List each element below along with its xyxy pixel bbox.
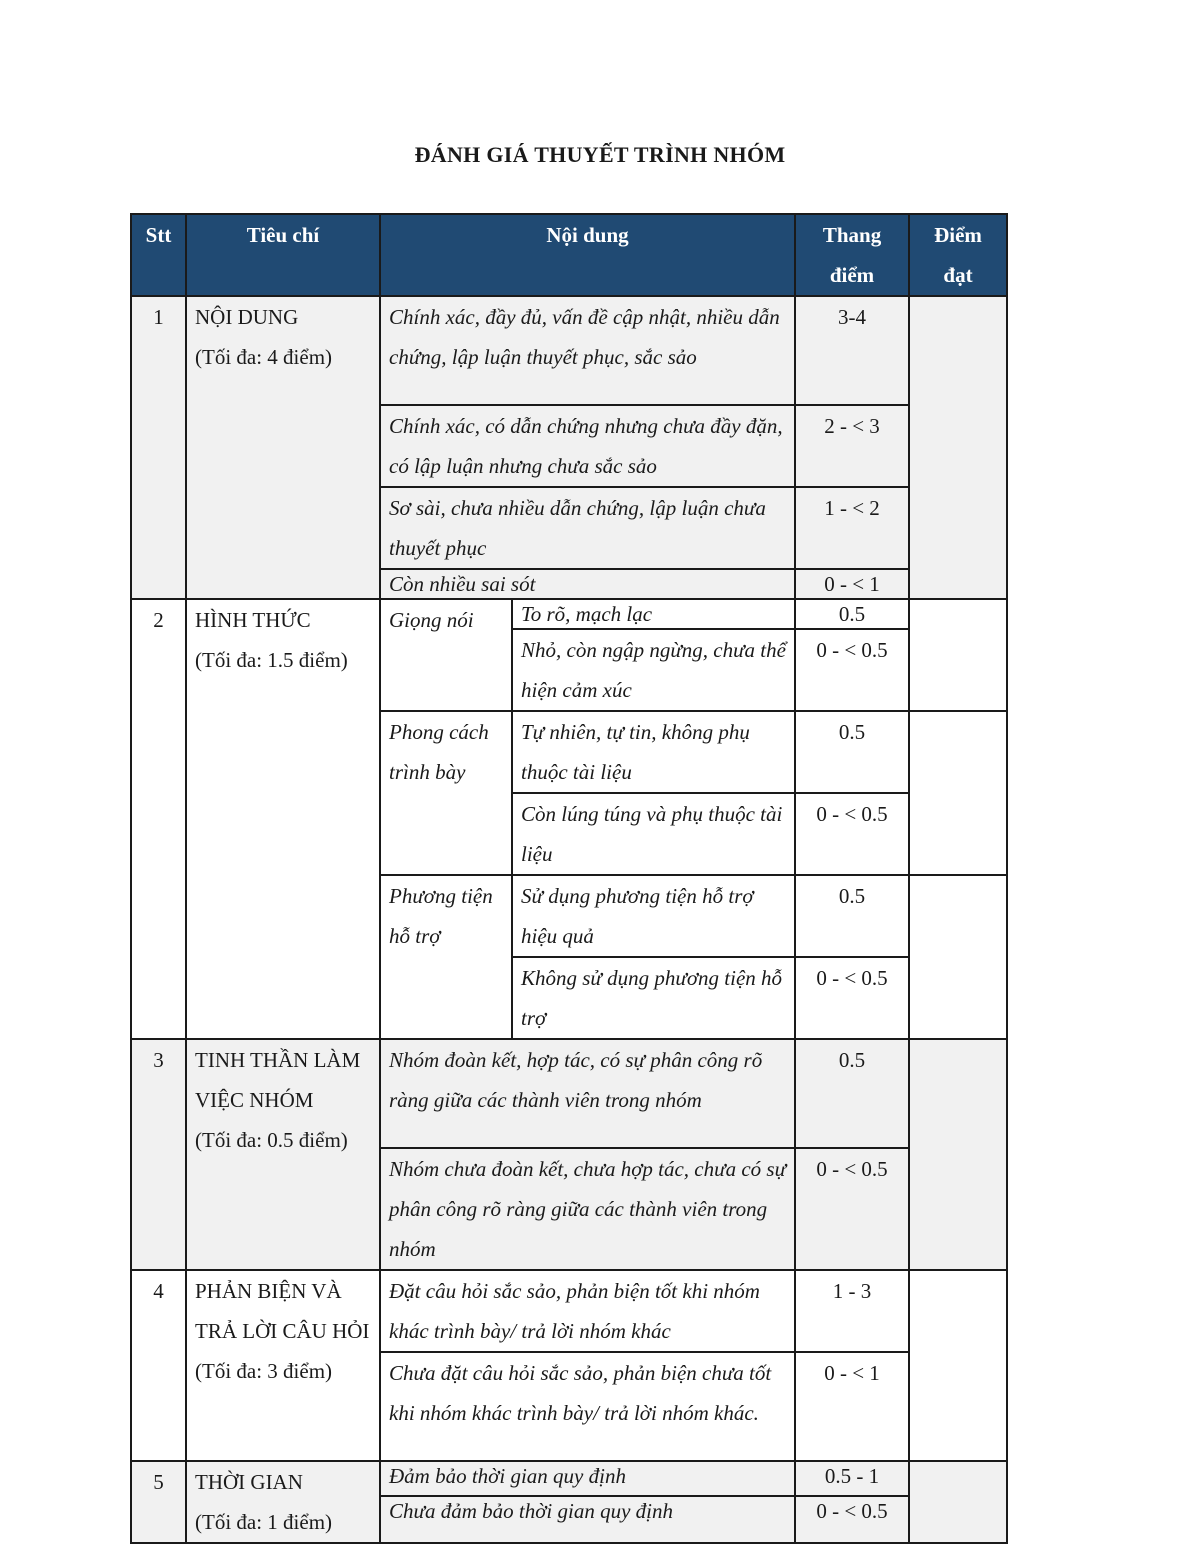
scale-cell: 0 - < 0.5 <box>795 1148 909 1270</box>
aspect-support: Phương tiện hỗ trợ <box>380 875 512 1039</box>
criteria-name: THỜI GIAN <box>195 1470 303 1494</box>
score-input-cell[interactable] <box>909 296 1007 599</box>
scale-cell: 0 - < 0.5 <box>795 629 909 711</box>
scale-cell: 0 - < 0.5 <box>795 1496 909 1543</box>
criteria-name: PHẢN BIỆN VÀ TRẢ LỜI CÂU HỎI <box>195 1279 370 1343</box>
section-2-stt: 2 <box>131 599 186 1039</box>
content-cell: Còn lúng túng và phụ thuộc tài liệu <box>512 793 795 875</box>
scale-cell: 1 - < 2 <box>795 487 909 569</box>
header-scale: Thang điểm <box>795 214 909 296</box>
score-input-cell[interactable] <box>909 875 1007 1039</box>
criteria-max: (Tối đa: 4 điểm) <box>195 345 333 369</box>
criteria-name: TINH THẦN LÀM VIỆC NHÓM <box>195 1048 361 1112</box>
header-criteria: Tiêu chí <box>186 214 380 296</box>
scale-cell: 0.5 <box>795 1039 909 1148</box>
content-cell: Sử dụng phương tiện hỗ trợ hiệu quả <box>512 875 795 957</box>
section-1-stt: 1 <box>131 296 186 599</box>
table-row <box>131 1461 1007 1496</box>
section-2-criteria <box>186 599 380 1039</box>
content-cell: Chính xác, có dẫn chứng nhưng chưa đầy đặn, có lập luận nhưng chưa sắc sảo <box>380 405 795 487</box>
criteria-name: HÌNH THỨC <box>195 608 311 632</box>
criteria-max: (Tối đa: 1.5 điểm) <box>195 648 348 672</box>
aspect-style: Phong cách trình bày <box>380 711 512 875</box>
section-1-criteria <box>186 296 380 599</box>
score-input-cell[interactable] <box>909 1039 1007 1270</box>
table-row <box>131 1270 1007 1352</box>
score-input-cell[interactable] <box>909 1461 1007 1543</box>
criteria-name: NỘI DUNG <box>195 305 299 329</box>
header-score: Điểm đạt <box>909 214 1007 296</box>
scale-cell: 1 - 3 <box>795 1270 909 1352</box>
section-3-criteria <box>186 1039 380 1270</box>
scale-cell: 0 - < 1 <box>795 569 909 599</box>
scale-cell: 0 - < 0.5 <box>795 793 909 875</box>
criteria-max: (Tối đa: 1 điểm) <box>195 1510 333 1534</box>
header-content: Nội dung <box>380 214 795 296</box>
content-cell: Nhỏ, còn ngập ngừng, chưa thể hiện cảm xúc <box>512 629 795 711</box>
content-cell: Đặt câu hỏi sắc sảo, phản biện tốt khi nhóm khác trình bày/ trả lời nhóm khác <box>380 1270 795 1352</box>
table-row <box>131 599 1007 629</box>
content-cell: Nhóm đoàn kết, hợp tác, có sự phân công rõ ràng giữa các thành viên trong nhóm <box>380 1039 795 1148</box>
table-header-row <box>131 214 1007 296</box>
section-5-criteria <box>186 1461 380 1543</box>
scale-cell: 0 - < 0.5 <box>795 957 909 1039</box>
content-cell: Đảm bảo thời gian quy định <box>380 1461 795 1496</box>
content-cell: Chưa đặt câu hỏi sắc sảo, phản biện chưa tốt khi nhóm khác trình bày/ trả lời nhóm khác. <box>380 1352 795 1461</box>
scale-cell: 0.5 - 1 <box>795 1461 909 1496</box>
content-cell: Còn nhiều sai sót <box>380 569 795 599</box>
content-cell: Tự nhiên, tự tin, không phụ thuộc tài liệu <box>512 711 795 793</box>
scale-cell: 2 - < 3 <box>795 405 909 487</box>
scale-cell: 0 - < 1 <box>795 1352 909 1461</box>
scale-cell: 0.5 <box>795 599 909 629</box>
score-input-cell[interactable] <box>909 711 1007 875</box>
score-input-cell[interactable] <box>909 1270 1007 1461</box>
score-input-cell[interactable] <box>909 599 1007 711</box>
criteria-max: (Tối đa: 0.5 điểm) <box>195 1128 348 1152</box>
criteria-max: (Tối đa: 3 điểm) <box>195 1359 333 1383</box>
section-5-stt: 5 <box>131 1461 186 1543</box>
section-4-stt: 4 <box>131 1270 186 1461</box>
aspect-voice: Giọng nói <box>380 599 512 711</box>
scale-cell: 0.5 <box>795 711 909 793</box>
section-4-criteria <box>186 1270 380 1461</box>
header-stt: Stt <box>131 214 186 296</box>
content-cell: To rõ, mạch lạc <box>512 599 795 629</box>
table-row <box>131 1039 1007 1148</box>
content-cell: Sơ sài, chưa nhiều dẫn chứng, lập luận chưa thuyết phục <box>380 487 795 569</box>
table-row <box>131 296 1007 405</box>
content-cell: Chưa đảm bảo thời gian quy định <box>380 1496 795 1543</box>
scale-cell: 0.5 <box>795 875 909 957</box>
scale-cell: 3-4 <box>795 296 909 405</box>
page-title: ĐÁNH GIÁ THUYẾT TRÌNH NHÓM <box>414 142 786 167</box>
content-cell: Chính xác, đầy đủ, vấn đề cập nhật, nhiều dẫn chứng, lập luận thuyết phục, sắc sảo <box>380 296 795 405</box>
content-cell: Nhóm chưa đoàn kết, chưa hợp tác, chưa có sự phân công rõ ràng giữa các thành viên trong nhóm <box>380 1148 795 1270</box>
content-cell: Không sử dụng phương tiện hỗ trợ <box>512 957 795 1039</box>
evaluation-table <box>130 213 1008 1544</box>
section-3-stt: 3 <box>131 1039 186 1270</box>
